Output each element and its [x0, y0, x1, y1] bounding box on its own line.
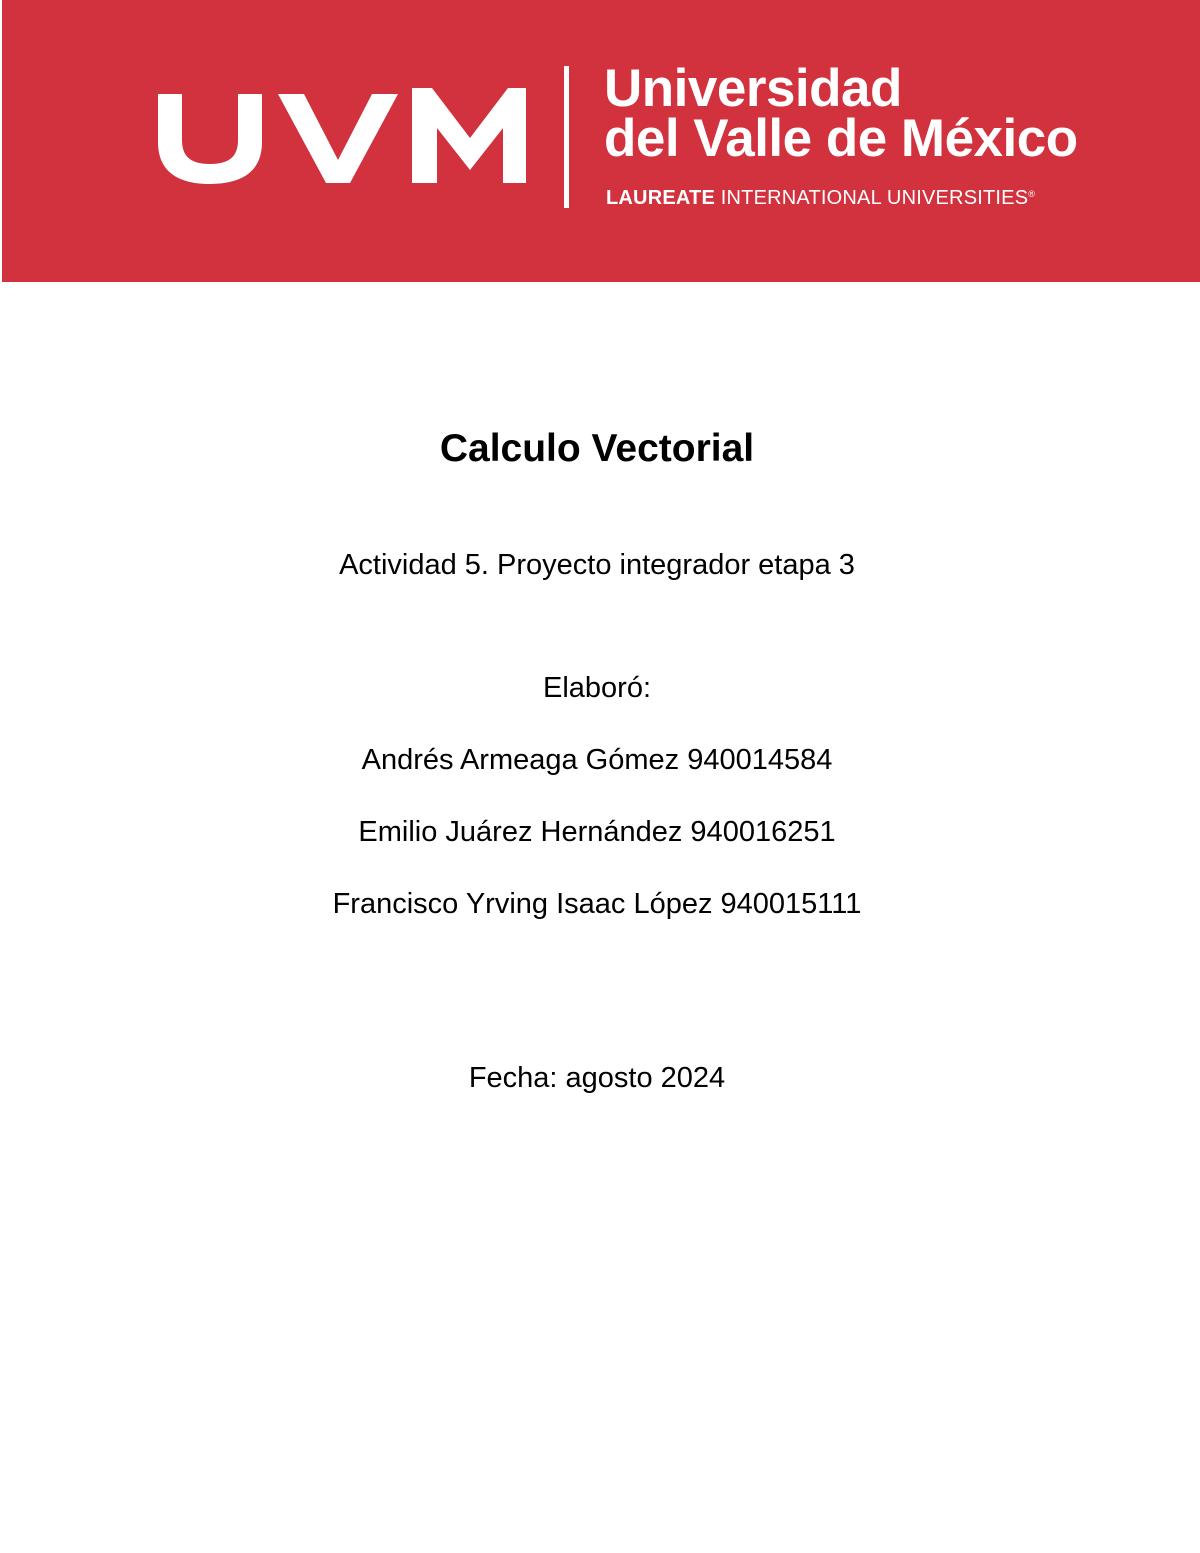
- university-name-line-1: Universidad: [604, 59, 902, 118]
- tagline-strong: LAUREATE: [606, 187, 716, 209]
- logo-letter-u: [158, 94, 262, 184]
- uvm-logo-mark: [158, 86, 530, 186]
- prepared-by-label: Elaboró:: [542, 672, 651, 704]
- course-title: Calculo Vectorial: [439, 427, 755, 470]
- laureate-tagline: [606, 188, 1035, 208]
- university-name-line-2: del Valle de México: [604, 109, 1078, 168]
- logo-letter-v: [278, 94, 398, 183]
- author-line: Andrés Armeaga Gómez 940014584: [361, 744, 833, 776]
- author-line: Emilio Juárez Hernández 940016251: [358, 816, 836, 848]
- author-line: Francisco Yrving Isaac López 940015111: [332, 888, 862, 920]
- logo-divider: [564, 66, 569, 208]
- activity-subtitle: Actividad 5. Proyecto integrador etapa 3: [339, 549, 855, 581]
- tagline-rest: INTERNATIONAL UNIVERSITIES: [720, 187, 1029, 209]
- registered-mark: ®: [1028, 189, 1036, 199]
- date-line: Fecha: agosto 2024: [468, 1062, 726, 1094]
- logo-letter-m: [412, 88, 526, 183]
